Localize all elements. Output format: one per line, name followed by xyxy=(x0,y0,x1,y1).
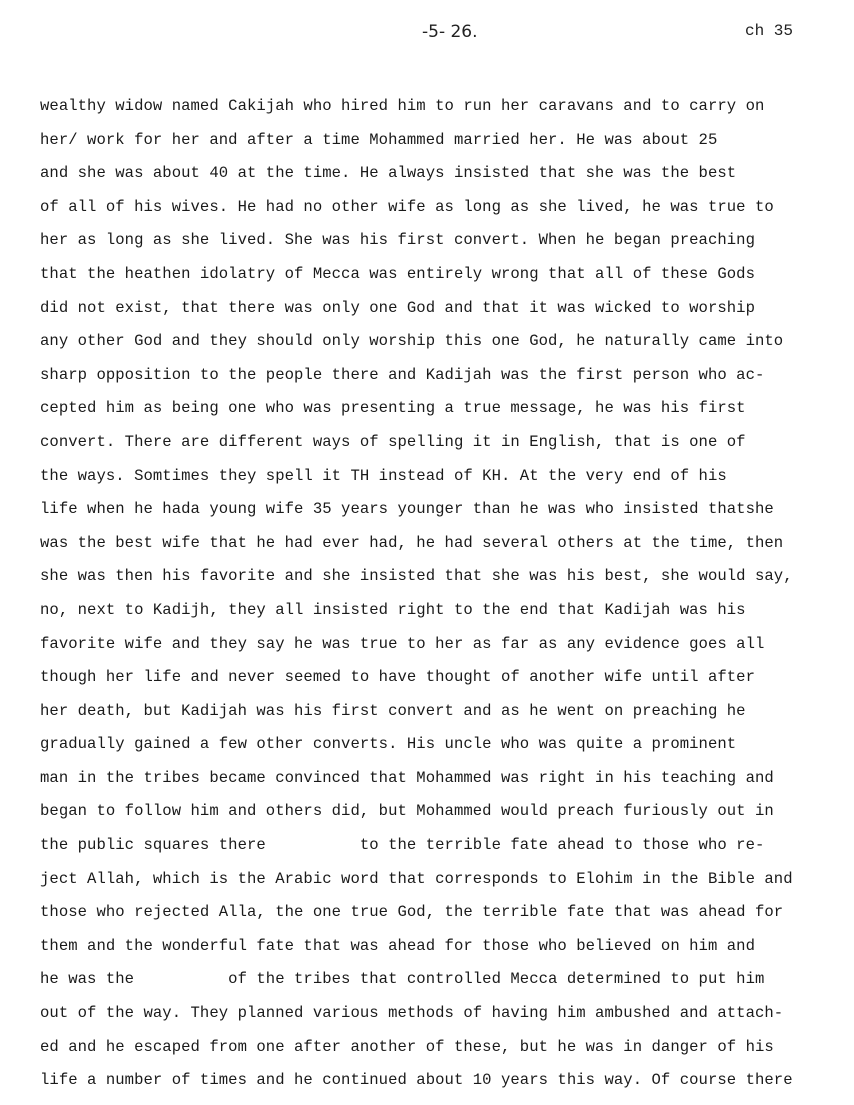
text-line: he was the of the tribes that controlled Mecca determined to put him xyxy=(40,970,765,989)
text-line: began to follow him and others did, but Mohammed would preach furiously out in xyxy=(40,802,774,821)
text-line: those who rejected Alla, the one true God, the terrible fate that was ahead for xyxy=(40,903,784,922)
chapter-label: ch 35 xyxy=(745,22,794,40)
text-line: wealthy widow named Cakijah who hired him to run her caravans and to carry on xyxy=(40,97,765,115)
text-line: no, next to Kadijh, they all insisted right to the end that Kadijah was his xyxy=(40,600,746,619)
text-line: them and the wonderful fate that was ahead for those who believed on him and xyxy=(40,936,755,955)
text-line: life when he hada young wife 35 years younger than he was who insisted thatshe xyxy=(40,500,774,519)
text-line: the public squares there to the terrible fate ahead to those who re- xyxy=(40,836,765,855)
text-line: favorite wife and they say he was true to her as far as any evidence goes all xyxy=(40,634,765,653)
text-line: though her life and never seemed to have thought of another wife until after xyxy=(40,668,755,687)
page-number: -5- 26. xyxy=(422,22,478,42)
text-line: her as long as she lived. She was his first convert. When he began preaching xyxy=(40,231,755,250)
text-line: ed and he escaped from one after another of these, but he was in danger of his xyxy=(40,1037,774,1056)
text-line: cepted him as being one who was presenting a true message, he was his first xyxy=(40,399,746,418)
text-line: ject Allah, which is the Arabic word that corresponds to Elohim in the Bible and xyxy=(40,869,793,888)
text-line: out of the way. They planned various methods of having him ambushed and attach- xyxy=(40,1004,784,1023)
text-line: any other God and they should only worship this one God, he naturally came into xyxy=(40,332,784,351)
text-line: life a number of times and he continued about 10 years this way. Of course there xyxy=(40,1071,793,1090)
text-line: the ways. Somtimes they spell it TH instead of KH. At the very end of his xyxy=(40,466,727,485)
text-line: was the best wife that he had ever had, he had several others at the time, then xyxy=(40,533,784,552)
text-line: did not exist, that there was only one God and that it was wicked to worship xyxy=(40,298,755,317)
text-line: gradually gained a few other converts. His uncle who was quite a prominent xyxy=(40,735,737,754)
text-line: that the heathen idolatry of Mecca was entirely wrong that all of these Gods xyxy=(40,264,755,283)
text-line: of all of his wives. He had no other wife as long as she lived, he was true to xyxy=(40,197,774,216)
text-line: her death, but Kadijah was his first convert and as he went on preaching he xyxy=(40,701,746,720)
text-line: her/ work for her and after a time Mohammed married her. He was about 25 xyxy=(40,130,718,149)
text-line: man in the tribes became convinced that Mohammed was right in his teaching and xyxy=(40,768,774,787)
text-line: convert. There are different ways of spelling it in English, that is one of xyxy=(40,432,746,451)
body-text xyxy=(40,90,850,1098)
text-line: and she was about 40 at the time. He always insisted that she was the best xyxy=(40,164,737,183)
text-line: she was then his favorite and she insisted that she was his best, she would say, xyxy=(40,567,793,586)
text-line: sharp opposition to the people there and Kadijah was the first person who ac- xyxy=(40,365,765,384)
